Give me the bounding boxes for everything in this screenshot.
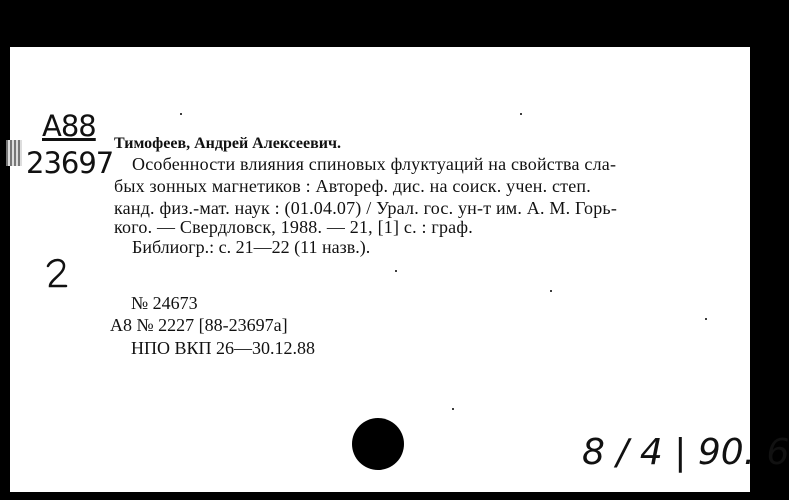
- speck: [550, 290, 552, 292]
- speck: [452, 408, 454, 410]
- left-border: [10, 47, 22, 492]
- registry-line: НПО ВКП 26—30.12.88: [131, 338, 316, 358]
- shelfmark-bottom: 23697: [26, 146, 114, 180]
- handwritten-signature: 8 / 4 | 90. 6: [582, 432, 789, 473]
- title-line-1: Особенности влияния спиновых флуктуаций на свойства сла-: [132, 154, 617, 174]
- title-line-3: канд. физ.-мат. наук : (01.04.07) / Урал. гос. ун-т им. А. М. Горь-: [114, 198, 618, 218]
- punch-hole: [352, 418, 404, 470]
- title-line-4: кого. — Свердловск, 1988. — 21, [1] с. : граф.: [114, 217, 473, 237]
- accession-number: № 24673: [131, 293, 198, 313]
- author-name: Тимофеев, Андрей Алексеевич.: [114, 135, 342, 152]
- speck: [705, 318, 707, 320]
- speck: [395, 270, 397, 272]
- title-line-2: бых зонных магнетиков : Автореф. дис. на соиск. учен. степ.: [114, 176, 591, 196]
- bibliography-note: Библиогр.: с. 21—22 (11 назв.).: [132, 237, 371, 257]
- speck: [180, 113, 182, 115]
- speck: [520, 113, 522, 115]
- notch-mark: [6, 140, 22, 166]
- accession-code: A8 № 2227 [88-23697а]: [110, 315, 288, 335]
- shelfmark-top: A88: [42, 109, 96, 143]
- handwritten-two-mark: [44, 256, 70, 290]
